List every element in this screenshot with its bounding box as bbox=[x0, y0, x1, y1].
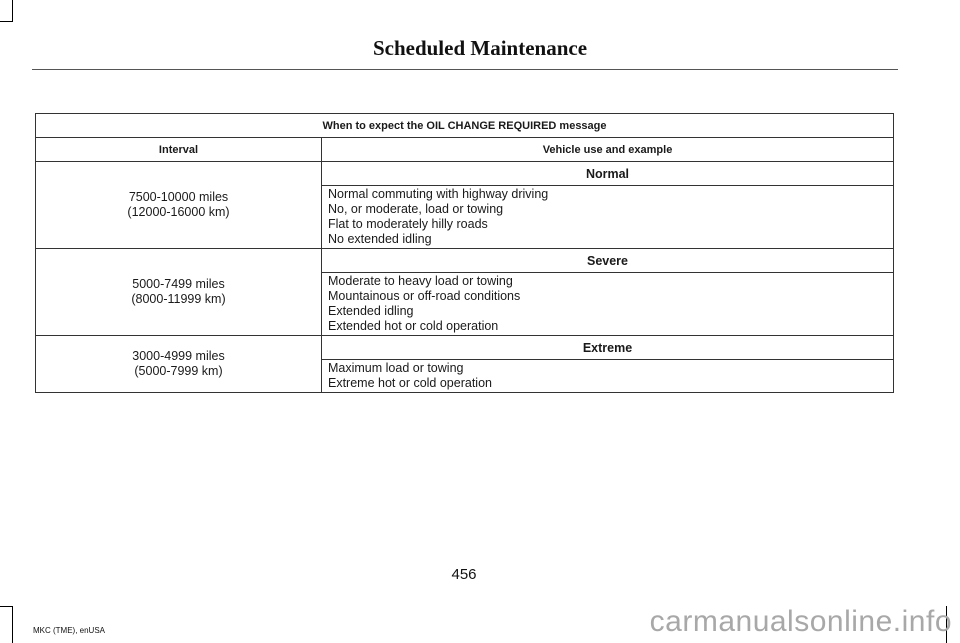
use-example: Normal commuting with highway driving bbox=[328, 187, 549, 201]
use-example: Flat to moderately hilly roads bbox=[328, 217, 488, 231]
document-code: MKC (TME), enUSA bbox=[33, 626, 106, 635]
use-example: No, or moderate, load or towing bbox=[328, 202, 504, 216]
interval-km: (8000-11999 km) bbox=[131, 292, 226, 306]
interval-cell bbox=[36, 336, 322, 393]
use-example: Extreme hot or cold operation bbox=[328, 376, 492, 390]
page-title: Scheduled Maintenance bbox=[372, 36, 588, 60]
title-divider bbox=[32, 69, 898, 70]
crop-mark-bottom-left-h bbox=[0, 606, 13, 607]
page-number: 456 bbox=[451, 566, 477, 583]
category-normal: Normal bbox=[322, 162, 894, 186]
use-example: Extended idling bbox=[328, 304, 414, 318]
oil-change-table bbox=[35, 113, 894, 393]
interval-cell bbox=[36, 249, 322, 336]
use-example: Mountainous or off-road conditions bbox=[328, 289, 521, 303]
table-row bbox=[36, 162, 894, 186]
interval-km: (5000-7999 km) bbox=[134, 364, 223, 378]
use-examples bbox=[322, 186, 894, 249]
interval-km: (12000-16000 km) bbox=[127, 205, 230, 219]
interval-cell bbox=[36, 162, 322, 249]
use-example: Moderate to heavy load or towing bbox=[328, 274, 513, 288]
table-row bbox=[36, 249, 894, 273]
table-header-row bbox=[36, 138, 894, 162]
table-caption: When to expect the OIL CHANGE REQUIRED message bbox=[36, 114, 894, 138]
table-caption-row bbox=[36, 114, 894, 138]
category-extreme: Extreme bbox=[322, 336, 894, 360]
use-examples bbox=[322, 273, 894, 336]
crop-mark-top-left-h bbox=[0, 21, 13, 22]
crop-mark-bottom-left-v bbox=[12, 606, 13, 643]
interval-miles: 3000-4999 miles bbox=[132, 349, 225, 363]
table-row bbox=[36, 336, 894, 360]
column-header-vehicle-use: Vehicle use and example bbox=[322, 138, 894, 162]
crop-mark-top-left-v bbox=[12, 0, 13, 22]
category-severe: Severe bbox=[322, 249, 894, 273]
use-example: No extended idling bbox=[328, 232, 432, 246]
interval-miles: 7500-10000 miles bbox=[128, 190, 229, 204]
use-example: Maximum load or towing bbox=[328, 361, 464, 375]
use-example: Extended hot or cold operation bbox=[328, 319, 499, 333]
use-examples bbox=[322, 360, 894, 393]
watermark: carmanualsonline.info bbox=[649, 605, 952, 638]
interval-miles: 5000-7499 miles bbox=[132, 277, 225, 291]
column-header-interval: Interval bbox=[36, 138, 322, 162]
